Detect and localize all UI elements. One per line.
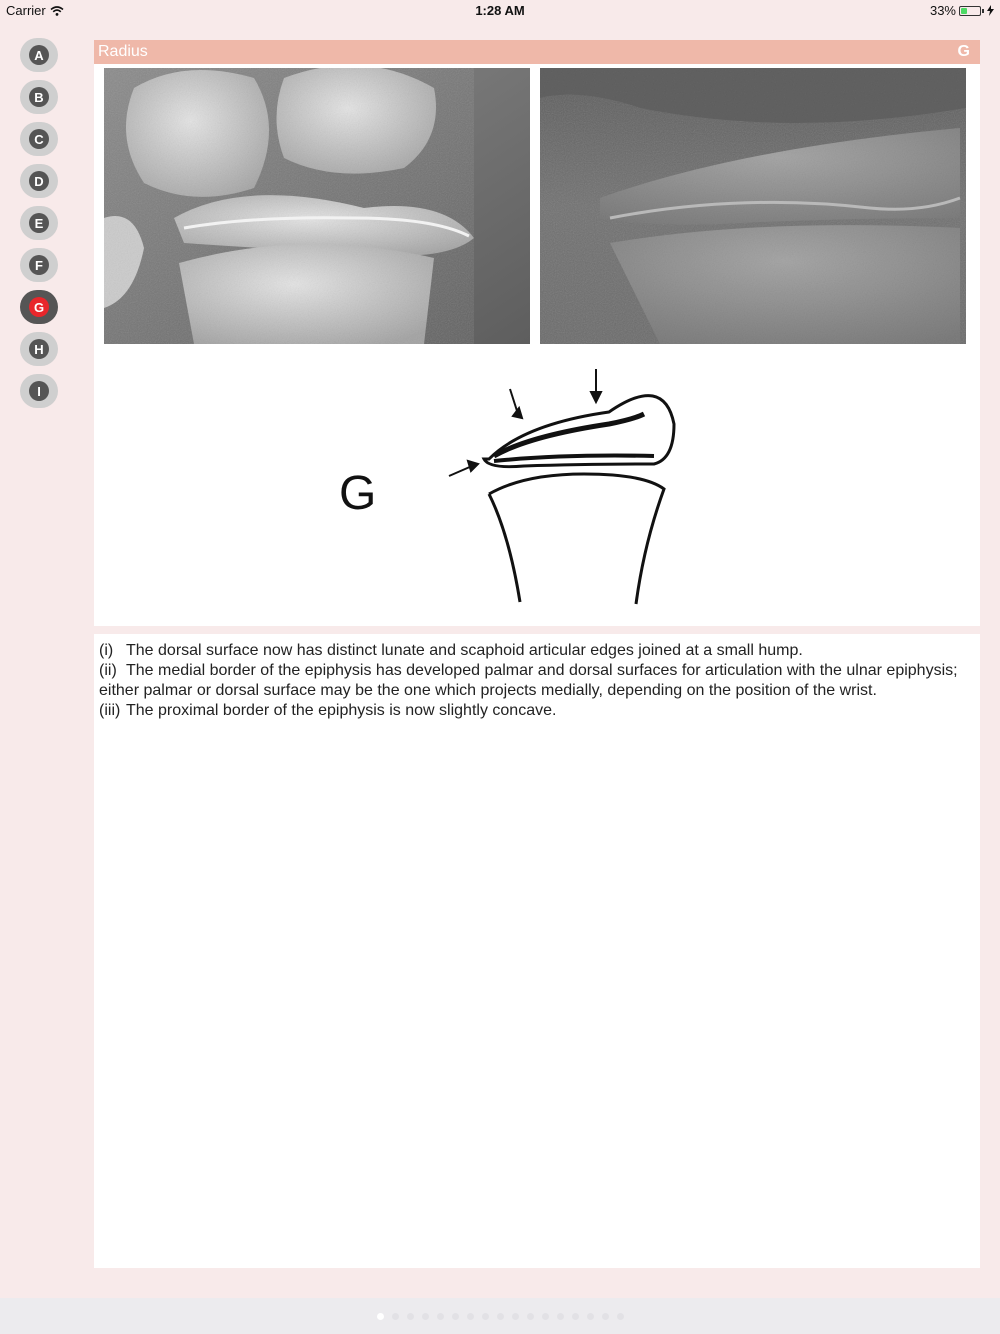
- page-dot[interactable]: [437, 1313, 444, 1320]
- stage-button-h[interactable]: [20, 332, 58, 366]
- xray-image-left: [104, 68, 530, 344]
- stage-button-b[interactable]: [20, 80, 58, 114]
- note-text: The dorsal surface now has distinct lunate and scaphoid articular edges joined at a small hump.: [126, 642, 803, 659]
- note-text: The proximal border of the epiphysis is now slightly concave.: [126, 702, 557, 719]
- page-indicator[interactable]: [0, 1313, 1000, 1320]
- page-dot[interactable]: [392, 1313, 399, 1320]
- note-item: [99, 701, 975, 721]
- epiphysis-diagram: [324, 364, 744, 614]
- stage-button-label: H: [29, 339, 49, 359]
- stage-button-label: I: [29, 381, 49, 401]
- note-number: (iii): [99, 702, 121, 719]
- battery-fill: [961, 8, 967, 14]
- xray-image-right: [540, 68, 966, 344]
- page-dot[interactable]: [467, 1313, 474, 1320]
- section-header: [94, 40, 980, 64]
- page-dot[interactable]: [527, 1313, 534, 1320]
- note-number: (ii): [99, 662, 117, 679]
- charging-bolt-icon: [987, 5, 994, 16]
- page-dot[interactable]: [602, 1313, 609, 1320]
- stage-button-c[interactable]: [20, 122, 58, 156]
- note-item: [99, 641, 975, 661]
- bottom-bar: [0, 1298, 1000, 1334]
- stage-button-e[interactable]: [20, 206, 58, 240]
- note-text: The medial border of the epiphysis has developed palmar and dorsal surfaces for articulation with the ulnar epiphysis; either palmar or dorsal surface may be the one which projects medially, depending on the position of the wrist.: [99, 662, 958, 699]
- note-item: [99, 661, 975, 701]
- page-dot[interactable]: [377, 1313, 384, 1320]
- status-bar: [0, 0, 1000, 22]
- section-title: Radius: [98, 43, 148, 60]
- page-dot[interactable]: [482, 1313, 489, 1320]
- stage-button-label: A: [29, 45, 49, 65]
- battery-icon: [959, 6, 981, 16]
- battery-indicator: [930, 3, 994, 18]
- description-panel: [94, 634, 980, 1268]
- figure-panel: [94, 64, 980, 626]
- note-number: (i): [99, 642, 114, 659]
- page-dot[interactable]: [617, 1313, 624, 1320]
- stage-button-d[interactable]: [20, 164, 58, 198]
- diagram-label: G: [339, 467, 377, 520]
- battery-percent: 33%: [929, 3, 956, 18]
- page-dot[interactable]: [572, 1313, 579, 1320]
- stage-button-g[interactable]: [20, 290, 58, 324]
- page-dot[interactable]: [542, 1313, 549, 1320]
- stage-button-label: D: [29, 171, 49, 191]
- page-dot[interactable]: [557, 1313, 564, 1320]
- page-dot[interactable]: [422, 1313, 429, 1320]
- stage-button-f[interactable]: [20, 248, 58, 282]
- stage-button-label: B: [29, 87, 49, 107]
- page-dot[interactable]: [407, 1313, 414, 1320]
- stage-button-label: E: [29, 213, 49, 233]
- page-dot[interactable]: [452, 1313, 459, 1320]
- page-dot[interactable]: [512, 1313, 519, 1320]
- status-time: 1:28 AM: [475, 3, 525, 18]
- stage-button-label: G: [29, 297, 49, 317]
- stage-letter: G: [957, 43, 970, 60]
- stage-button-a[interactable]: [20, 38, 58, 72]
- battery-nub: [982, 9, 984, 13]
- stage-letter-nav: [20, 38, 60, 416]
- carrier-label: Carrier: [6, 3, 46, 18]
- stage-button-label: C: [29, 129, 49, 149]
- stage-button-label: F: [29, 255, 49, 275]
- page-dot[interactable]: [587, 1313, 594, 1320]
- stage-button-i[interactable]: [20, 374, 58, 408]
- page-dot[interactable]: [497, 1313, 504, 1320]
